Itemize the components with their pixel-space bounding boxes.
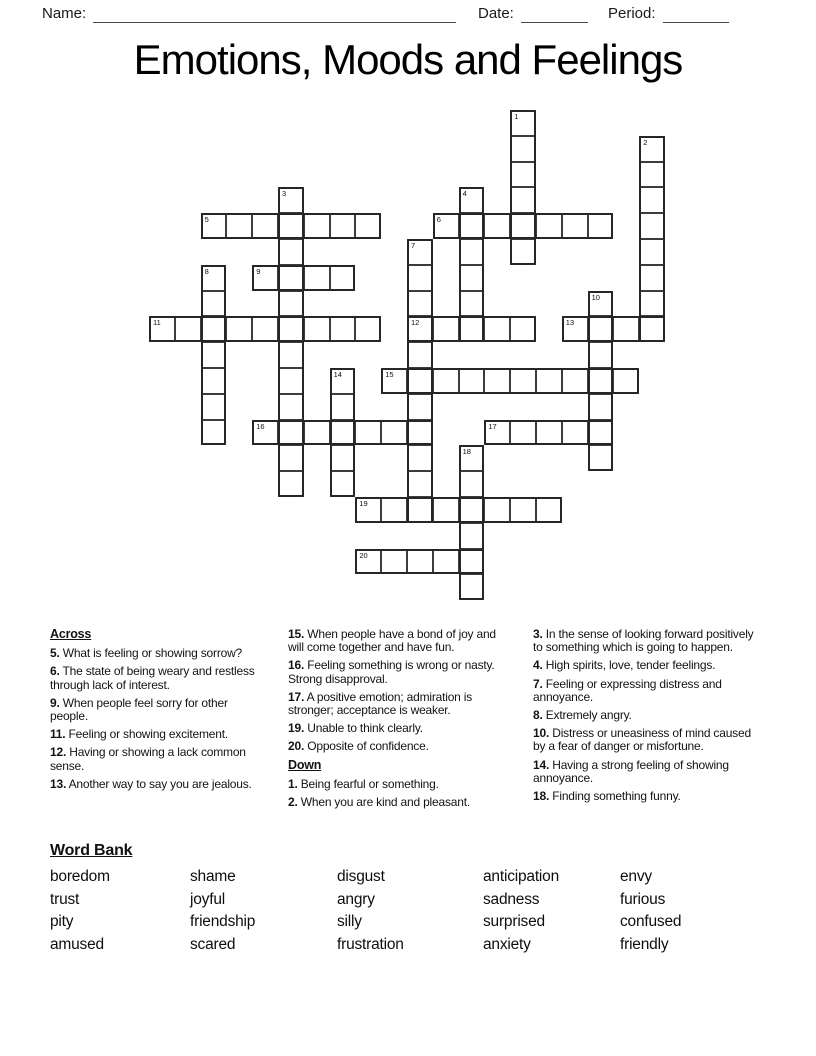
date-blank-line[interactable] <box>521 7 588 23</box>
grid-cell[interactable] <box>201 420 227 446</box>
cell-number: 10 <box>591 292 600 302</box>
word-bank-word: pity <box>50 913 74 931</box>
cell-number: 14 <box>333 370 342 379</box>
grid-cell[interactable] <box>459 187 485 213</box>
clue-text: Being fearful or something. <box>297 776 439 791</box>
grid-cell[interactable] <box>407 549 433 575</box>
cell-number: 3 <box>282 189 287 199</box>
clue-number: 12. <box>50 745 67 760</box>
word-bank-word: angry <box>337 890 375 908</box>
grid-cell[interactable] <box>484 497 510 523</box>
grid-cell[interactable] <box>381 549 407 575</box>
grid-cell[interactable] <box>484 213 510 239</box>
word-bank-column-1 <box>50 866 190 956</box>
clue-item-10 <box>533 727 754 753</box>
grid-cell[interactable] <box>588 368 614 394</box>
grid-cell[interactable] <box>639 239 665 265</box>
word-bank-word: joyful <box>190 890 225 908</box>
clue-text: Unable to think clearly. <box>304 721 423 736</box>
grid-cell[interactable] <box>433 549 459 575</box>
grid-cell[interactable] <box>304 420 330 446</box>
date-field-group <box>478 5 588 23</box>
clue-number: 16. <box>288 658 305 673</box>
clue-number: 8. <box>533 708 543 723</box>
word-bank-heading: Word Bank <box>50 842 133 859</box>
cell-number: 6 <box>436 215 441 225</box>
clue-item-11 <box>50 728 258 741</box>
word-bank-word: scared <box>190 935 236 953</box>
cell-number: 11 <box>153 318 161 328</box>
clue-item-20 <box>288 740 505 753</box>
cell-number: 15 <box>385 370 394 379</box>
grid-cell[interactable] <box>201 394 227 420</box>
clue-item-1 <box>288 778 505 791</box>
grid-cell[interactable] <box>330 316 356 342</box>
grid-cell[interactable] <box>175 316 201 342</box>
grid-cell[interactable] <box>278 291 304 317</box>
crossword-grid <box>149 110 669 602</box>
grid-cell[interactable] <box>407 497 433 523</box>
grid-cell[interactable] <box>613 316 639 342</box>
grid-cell[interactable] <box>562 316 588 342</box>
grid-cell[interactable] <box>459 471 485 497</box>
clue-text: A positive emotion; admiration is stronger; acceptance is weaker. <box>288 689 473 718</box>
grid-cell[interactable] <box>201 342 227 368</box>
clue-text: What is feeling or showing sorrow? <box>59 646 243 661</box>
word-bank-word: friendship <box>190 913 256 931</box>
clue-item-8 <box>533 709 754 722</box>
clue-text: Feeling something is wrong or nasty. Strong disapproval. <box>288 658 495 686</box>
grid-cell[interactable] <box>510 239 536 265</box>
grid-cell[interactable] <box>510 316 536 342</box>
clue-number: 10. <box>533 726 550 741</box>
down-clues-list-continued <box>533 628 754 803</box>
grid-cell[interactable] <box>588 394 614 420</box>
grid-cell[interactable] <box>252 213 278 239</box>
grid-cell[interactable] <box>304 265 330 291</box>
clue-item-18 <box>533 790 754 803</box>
grid-cell[interactable] <box>149 316 175 342</box>
grid-cell[interactable] <box>459 497 485 523</box>
grid-cell[interactable] <box>639 265 665 291</box>
grid-cell[interactable] <box>330 265 356 291</box>
clue-text: In the sense of looking forward positively to something which is going to happen. <box>533 627 754 655</box>
grid-cell[interactable] <box>459 549 485 575</box>
grid-cell[interactable] <box>278 265 304 291</box>
cell-number: 18 <box>462 447 471 457</box>
grid-cell[interactable] <box>355 549 381 575</box>
clue-item-19 <box>288 722 505 735</box>
grid-cell[interactable] <box>433 368 459 394</box>
cell-number: 13 <box>565 318 575 328</box>
clue-number: 6. <box>50 664 60 679</box>
word-bank-word: silly <box>337 913 362 931</box>
grid-cell[interactable] <box>639 213 665 239</box>
grid-cell[interactable] <box>639 316 665 342</box>
down-heading: Down <box>288 757 322 772</box>
grid-cell[interactable] <box>330 368 356 394</box>
grid-cell[interactable] <box>639 136 665 162</box>
clue-text: Feeling or expressing distress and annoyance. <box>533 676 722 704</box>
clue-number: 20. <box>288 739 305 754</box>
grid-cell[interactable] <box>639 162 665 188</box>
word-bank-word: sadness <box>483 890 540 908</box>
clue-text: Opposite of confidence. <box>304 739 429 754</box>
word-bank-word: friendly <box>620 935 669 953</box>
clue-number: 13. <box>50 776 67 791</box>
cell-number: 12 <box>411 318 420 328</box>
grid-cell[interactable] <box>562 420 588 446</box>
grid-cell[interactable] <box>588 316 614 342</box>
clues-column-2 <box>288 628 505 814</box>
clue-item-14 <box>533 759 754 785</box>
cell-number: 17 <box>488 421 497 431</box>
grid-cell[interactable] <box>226 316 252 342</box>
clue-text: Extremely angry. <box>542 708 632 723</box>
grid-cell[interactable] <box>562 368 588 394</box>
word-bank-grid <box>50 866 681 956</box>
cell-number: 8 <box>204 266 209 276</box>
grid-cell[interactable] <box>278 316 304 342</box>
word-bank-word: trust <box>50 890 80 908</box>
clue-item-7 <box>533 678 754 704</box>
grid-cell[interactable] <box>201 213 227 239</box>
grid-cell[interactable] <box>278 445 304 471</box>
grid-cell[interactable] <box>510 162 536 188</box>
grid-cell[interactable] <box>510 213 536 239</box>
cell-number: 16 <box>256 421 265 431</box>
page-title: Emotions, Moods and Feelings <box>133 36 683 83</box>
name-blank-line[interactable] <box>93 7 456 23</box>
across-heading: Across <box>50 627 92 641</box>
grid-cell[interactable] <box>510 136 536 162</box>
grid-cell[interactable] <box>381 497 407 523</box>
grid-cell[interactable] <box>459 239 485 265</box>
word-bank-word: shame <box>190 868 236 885</box>
grid-cell[interactable] <box>613 368 639 394</box>
clue-text: Finding something funny. <box>549 789 681 804</box>
across-clues-list <box>50 647 258 791</box>
grid-cell[interactable] <box>278 239 304 265</box>
clue-text: Another way to say you are jealous. <box>66 776 252 791</box>
grid-cell[interactable] <box>459 265 485 291</box>
across-clues-list-continued <box>288 628 505 754</box>
grid-cell[interactable] <box>536 368 562 394</box>
clues-column-1 <box>50 628 258 796</box>
word-bank-word: frustration <box>337 935 404 953</box>
grid-cell[interactable] <box>562 213 588 239</box>
grid-cell[interactable] <box>355 420 381 446</box>
grid-cell[interactable] <box>407 316 433 342</box>
grid-cell[interactable] <box>433 316 459 342</box>
grid-cell[interactable] <box>201 316 227 342</box>
clue-text: Having a strong feeling of showing annoyance. <box>533 757 729 785</box>
grid-cell[interactable] <box>639 291 665 317</box>
grid-cell[interactable] <box>510 420 536 446</box>
grid-cell[interactable] <box>381 368 407 394</box>
word-bank <box>50 842 681 956</box>
cell-number: 7 <box>411 241 416 250</box>
cell-number: 4 <box>462 189 467 199</box>
clue-number: 18. <box>533 789 550 804</box>
grid-cell[interactable] <box>588 213 614 239</box>
clue-text: Having or showing a lack common sense. <box>50 745 246 773</box>
word-bank-word: anticipation <box>483 868 560 885</box>
clue-number: 7. <box>533 676 543 691</box>
cell-number: 1 <box>514 112 519 121</box>
clue-number: 9. <box>50 695 60 710</box>
grid-cell[interactable] <box>459 368 485 394</box>
grid-cell[interactable] <box>459 574 485 600</box>
word-bank-column-2 <box>190 866 337 956</box>
down-clues-list <box>288 778 505 809</box>
grid-cell[interactable] <box>252 265 278 291</box>
clue-number: 15. <box>288 627 305 641</box>
clue-number: 14. <box>533 757 550 772</box>
grid-cell[interactable] <box>355 497 381 523</box>
clue-text: When people feel sorry for other people. <box>50 695 228 724</box>
grid-cell[interactable] <box>201 265 227 291</box>
clue-number: 17. <box>288 689 305 704</box>
grid-cell[interactable] <box>278 471 304 497</box>
grid-cell[interactable] <box>510 187 536 213</box>
grid-cell[interactable] <box>304 213 330 239</box>
word-bank-word: surprised <box>483 913 545 931</box>
grid-cell[interactable] <box>278 368 304 394</box>
grid-cell[interactable] <box>330 394 356 420</box>
grid-cell[interactable] <box>355 213 381 239</box>
grid-cell[interactable] <box>588 342 614 368</box>
clue-number: 19. <box>288 721 305 736</box>
word-bank-word: furious <box>620 890 666 908</box>
grid-cell[interactable] <box>278 187 304 213</box>
clue-item-2 <box>288 796 505 809</box>
grid-cell[interactable] <box>459 291 485 317</box>
grid-cell[interactable] <box>639 187 665 213</box>
word-bank-word: disgust <box>337 868 385 885</box>
clue-text: Feeling or showing excitement. <box>65 727 228 742</box>
grid-cell[interactable] <box>201 368 227 394</box>
period-field-group <box>608 5 729 23</box>
grid-cell[interactable] <box>588 420 614 446</box>
grid-cell[interactable] <box>407 368 433 394</box>
word-bank-word: boredom <box>50 868 110 885</box>
clue-text: When people have a bond of joy and will come together and have fun. <box>288 627 496 655</box>
grid-cell[interactable] <box>459 213 485 239</box>
grid-cell[interactable] <box>278 394 304 420</box>
grid-cell[interactable] <box>330 471 356 497</box>
grid-cell[interactable] <box>355 316 381 342</box>
grid-cell[interactable] <box>459 445 485 471</box>
clue-item-12 <box>50 746 258 772</box>
word-bank-column-5 <box>620 866 681 956</box>
clue-text: High spirits, love, tender feelings. <box>542 658 716 673</box>
clue-number: 11. <box>50 727 66 742</box>
grid-cell[interactable] <box>407 471 433 497</box>
grid-cell[interactable] <box>510 110 536 136</box>
clue-item-16 <box>288 659 505 685</box>
grid-cell[interactable] <box>433 497 459 523</box>
grid-cell[interactable] <box>278 342 304 368</box>
word-bank-word: anxiety <box>483 935 531 953</box>
grid-cell[interactable] <box>330 213 356 239</box>
grid-cell[interactable] <box>484 420 510 446</box>
grid-cell[interactable] <box>278 420 304 446</box>
clue-item-5 <box>50 647 258 660</box>
grid-cell[interactable] <box>510 497 536 523</box>
clue-text: When you are kind and pleasant. <box>297 795 470 810</box>
grid-cell[interactable] <box>330 420 356 446</box>
clue-item-3 <box>533 628 754 654</box>
clue-number: 5. <box>50 646 60 661</box>
grid-cell[interactable] <box>304 316 330 342</box>
clue-item-17 <box>288 691 505 717</box>
clue-number: 2. <box>288 795 298 810</box>
grid-cell[interactable] <box>484 368 510 394</box>
grid-cell[interactable] <box>459 316 485 342</box>
clue-number: 1. <box>288 776 298 791</box>
grid-cell[interactable] <box>252 316 278 342</box>
grid-cell[interactable] <box>407 342 433 368</box>
clue-number: 4. <box>533 658 543 673</box>
clue-text: The state of being weary and restless through lack of interest. <box>50 664 255 692</box>
grid-cell[interactable] <box>536 213 562 239</box>
period-label: Period: <box>608 5 656 22</box>
grid-cell[interactable] <box>226 213 252 239</box>
cell-number: 20 <box>359 550 368 560</box>
grid-cell[interactable] <box>536 420 562 446</box>
grid-cell[interactable] <box>484 316 510 342</box>
clue-item-4 <box>533 659 754 672</box>
grid-cell[interactable] <box>536 497 562 523</box>
grid-cell[interactable] <box>407 239 433 265</box>
cell-number: 5 <box>204 215 209 225</box>
word-bank-column-4 <box>483 866 620 956</box>
word-bank-word: confused <box>620 913 682 931</box>
name-field-group <box>42 5 456 23</box>
cell-number: 19 <box>359 499 368 508</box>
grid-cell[interactable] <box>278 213 304 239</box>
word-bank-word: amused <box>50 935 104 953</box>
grid-cell[interactable] <box>407 420 433 446</box>
grid-cell[interactable] <box>330 445 356 471</box>
word-bank-word: envy <box>620 868 652 885</box>
cell-number: 9 <box>256 266 261 276</box>
grid-cell[interactable] <box>433 213 459 239</box>
clues-column-3 <box>533 628 754 808</box>
clue-item-9 <box>50 697 258 723</box>
clue-item-13 <box>50 778 258 791</box>
period-blank-line[interactable] <box>663 7 729 23</box>
grid-cell[interactable] <box>510 368 536 394</box>
grid-cell[interactable] <box>407 291 433 317</box>
grid-cell[interactable] <box>252 420 278 446</box>
clue-number: 3. <box>533 627 543 641</box>
grid-cell[interactable] <box>381 420 407 446</box>
cell-number: 2 <box>643 137 648 147</box>
grid-cell[interactable] <box>588 291 614 317</box>
clue-item-15 <box>288 628 505 654</box>
grid-cell[interactable] <box>407 265 433 291</box>
name-label: Name: <box>42 5 87 22</box>
clue-item-6 <box>50 665 258 691</box>
grid-cell[interactable] <box>459 523 485 549</box>
grid-cell[interactable] <box>407 445 433 471</box>
clue-text: Distress or uneasiness of mind caused by a fear of danger or misfortune. <box>533 726 751 754</box>
grid-cell[interactable] <box>588 445 614 471</box>
date-label: Date: <box>478 5 514 22</box>
grid-cell[interactable] <box>407 394 433 420</box>
grid-cell[interactable] <box>201 291 227 317</box>
word-bank-column-3 <box>337 866 483 956</box>
